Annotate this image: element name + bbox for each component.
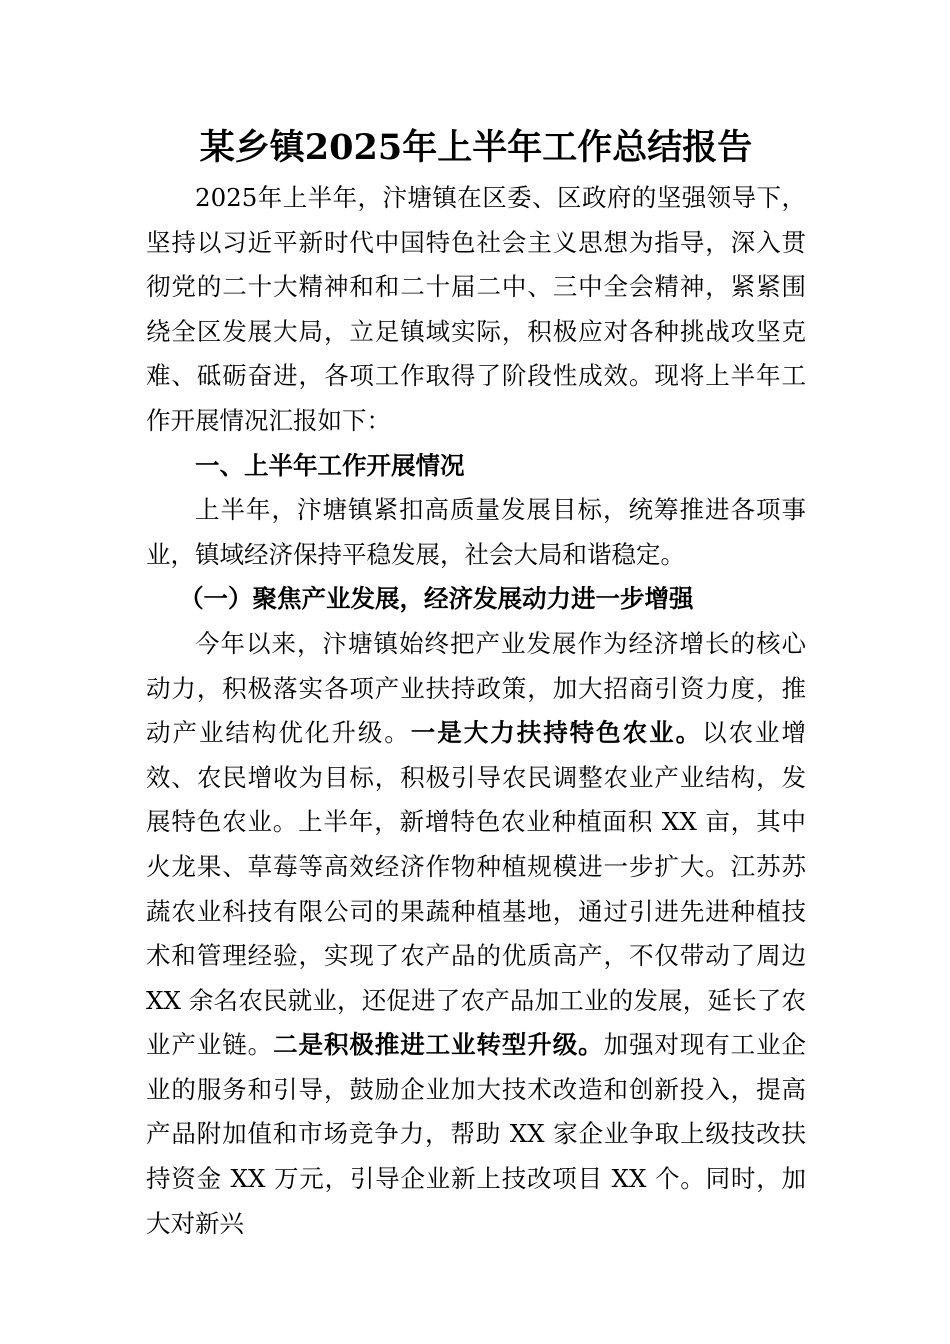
emphasis-industrial-upgrade: 二是积极推进工业转型升级。: [273, 1030, 604, 1060]
body-text-part3: 加强对现有工业企业的服务和引导，鼓励企业加大技术改造和创新投入，提高产品附加值和市场竞争力，帮助 XX 家企业争取上级技改扶持资金 XX 万元，引导企业新上技改项目 XX 个。同时，加大对新兴: [146, 1030, 807, 1238]
subsection-heading: （一）聚焦产业发展，经济发展动力进一步增强: [179, 584, 694, 614]
body-text-part1: 今年以来，汴塘镇始终把产业发展作为经济增长的核心动力，积极落实各项产业扶持政策，加大招商引资力度，推动产业结构优化升级。: [146, 628, 806, 748]
emphasis-special-agriculture: 一是大力扶持特色农业。: [410, 718, 703, 748]
section-heading: 一、上半年工作开展情况: [195, 450, 465, 480]
document-content: [146, 120, 806, 1246]
body-text-part2: 以农业增效、农民增收为目标，积极引导农民调整农业产业结构，发展特色农业。上半年，新增特色农业种植面积 XX 亩，其中火龙果、草莓等高效经济作物种植规模进一步扩大。江苏苏蔬农业科技有限公司的果蔬种植基地，通过引进先进种植技术和管理经验，实现了农产品的优质高产，不仅带动了周边 XX 余名农民就业，还促进了农产品加工业的发展，延长了农业产业链。: [146, 718, 807, 1060]
section-summary-paragraph: 上半年，汴塘镇紧扣高质量发展目标，统筹推进各项事业，镇域经济保持平稳发展，社会大局和谐稳定。: [146, 495, 806, 569]
document-title: 某乡镇2025年上半年工作总结报告: [199, 127, 753, 168]
subsection-body-paragraph: [146, 622, 806, 1246]
intro-paragraph: 2025年上半年，汴塘镇在区委、区政府的坚强领导下，坚持以习近平新时代中国特色社会主义思想为指导，深入贯彻党的二十大精神和和二十届二中、三中全会精神，紧紧围绕全区发展大局，立足镇域实际，积极应对各种挑战攻坚克难、砥砺奋进，各项工作取得了阶段性成效。现将上半年工作开展情况汇报如下：: [146, 183, 806, 435]
